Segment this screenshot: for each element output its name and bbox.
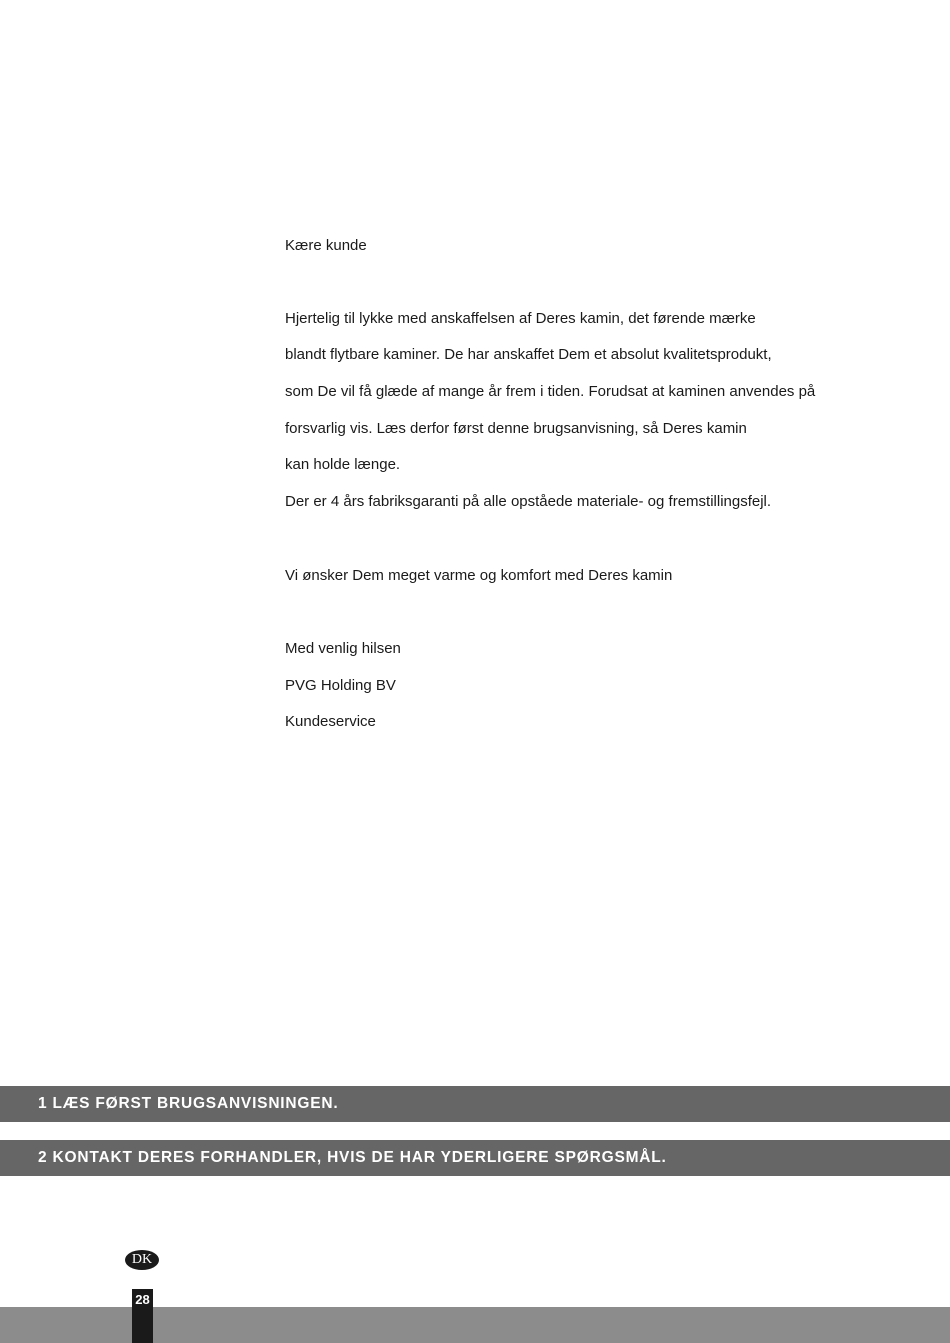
page-number-tab [132,1289,153,1343]
company-name: PVG Holding BV [285,677,396,694]
department-name: Kundeservice [285,713,376,730]
paragraph-line-5: kan holde længe. [285,456,401,473]
paragraph-line-2: blandt flytbare kaminer. De har anskaffet Dem et absolut kvalitetsprodukt, [285,346,772,363]
paragraph-line-3: som De vil få glæde af mange år frem i tiden. Forudsat at kaminen anvendes på [285,383,816,400]
instruction-banner-1: 1 LÆS FØRST BRUGSANVISNINGEN. [0,1086,950,1122]
closing-line: Med venlig hilsen [285,640,401,657]
language-badge: DK [125,1250,159,1270]
page-number: 28 [135,1292,150,1307]
paragraph-line-6: Der er 4 års fabriksgaranti på alle opståede materiale- og fremstillingsfejl. [285,493,772,510]
salutation: Kære kunde [285,237,367,254]
wish-line: Vi ønsker Dem meget varme og komfort med Deres kamin [285,567,673,584]
instruction-banner-2: 2 KONTAKT DERES FORHANDLER, HVIS DE HAR YDERLIGERE SPØRGSMÅL. [0,1140,950,1176]
paragraph-line-1: Hjertelig til lykke med anskaffelsen af Deres kamin, det førende mærke [285,310,756,327]
paragraph-line-4: forsvarlig vis. Læs derfor først denne brugsanvisning, så Deres kamin [285,420,747,437]
